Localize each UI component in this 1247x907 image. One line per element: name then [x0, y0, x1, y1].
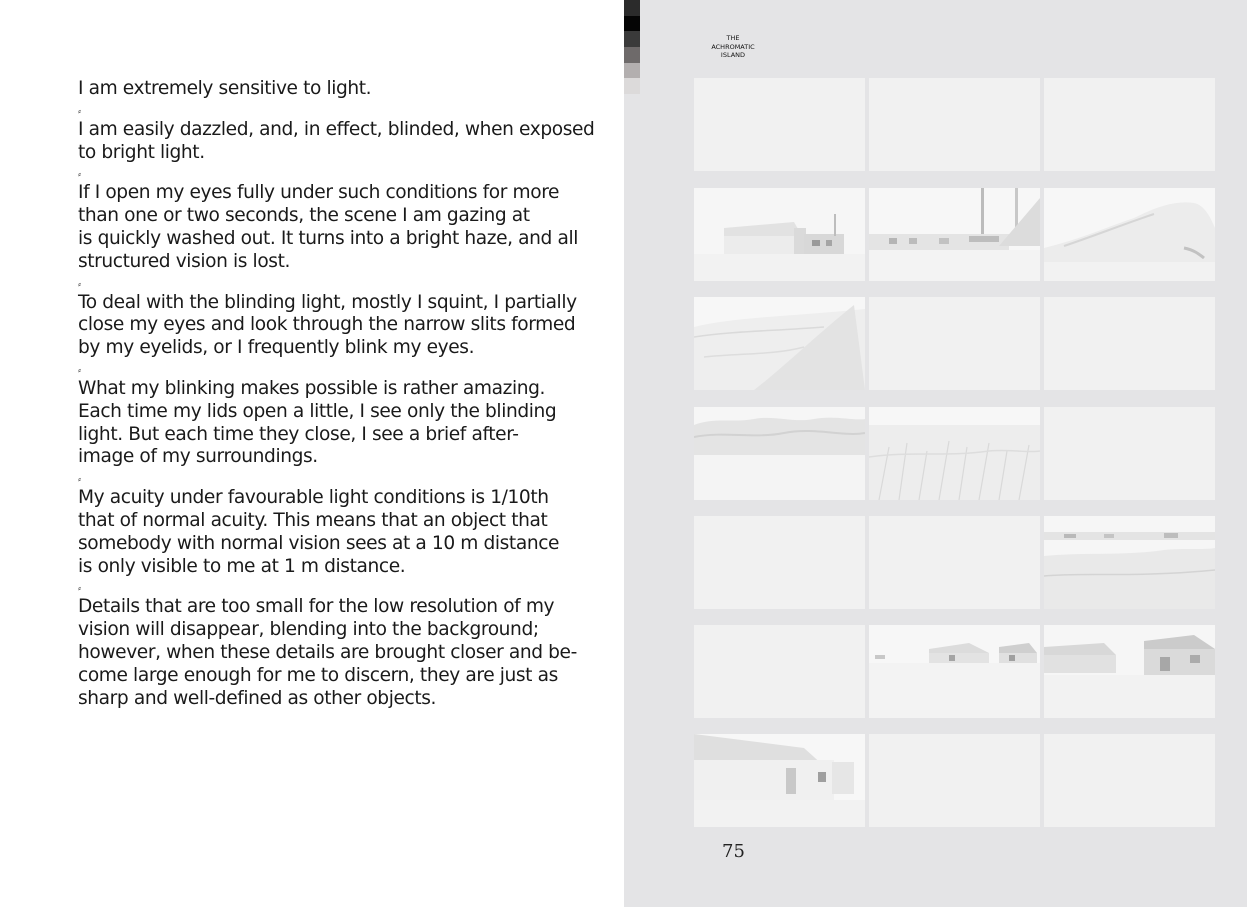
- blank-tile: [869, 734, 1040, 827]
- blank-tile: [1044, 297, 1215, 390]
- photo-tile-white-shed: [694, 734, 865, 827]
- paragraph: [78, 292, 578, 360]
- paragraph: [78, 487, 578, 578]
- grayscale-swatch: [624, 78, 640, 94]
- paragraph-line: close my eyes and look through the narrow slits formed: [78, 314, 576, 336]
- paragraph: [78, 118, 595, 165]
- photo-tile-barn-houses: [1044, 625, 1215, 718]
- paragraph-line: If I open my eyes fully under such conditions for more: [78, 182, 560, 204]
- paragraph-divider: ⸗: [78, 170, 81, 181]
- paragraph-line: I am extremely sensitive to light.: [78, 78, 372, 99]
- paragraph: [78, 596, 578, 710]
- photo-tile-dune-slope: [694, 297, 865, 390]
- paragraph-line: My acuity under favourable light conditions is 1/10th: [78, 487, 549, 509]
- right-page: [624, 0, 1247, 907]
- paragraph-line: sharp and well-defined as other objects.: [78, 687, 437, 709]
- grayscale-swatch-bar: [624, 0, 640, 94]
- paragraph-divider: ⸗: [78, 279, 81, 290]
- blank-tile: [869, 297, 1040, 390]
- grayscale-swatch: [624, 47, 640, 63]
- paragraph-divider: ⸗: [78, 106, 81, 117]
- blank-tile: [694, 625, 865, 718]
- photo-white-shed: [694, 734, 865, 827]
- paragraph-line: To deal with the blinding light, mostly I squint, I partially: [78, 291, 577, 313]
- grayscale-swatch: [624, 16, 640, 32]
- paragraph-line: vision will disappear, blending into the background;: [78, 619, 539, 641]
- paragraph-line: is only visible to me at 1 m distance.: [78, 555, 406, 577]
- paragraph-line: however, when these details are brought closer and be-: [78, 641, 577, 663]
- blank-tile: [694, 516, 865, 609]
- grayscale-swatch: [624, 63, 640, 79]
- paragraph-line: by my eyelids, or I frequently blink my eyes.: [78, 337, 475, 359]
- blank-tile: [694, 78, 865, 171]
- text-column: [78, 78, 595, 715]
- book-title-line: ACHROMATIC: [711, 42, 755, 51]
- blank-tile: [1044, 734, 1215, 827]
- photo-sand-dune: [1044, 188, 1215, 281]
- paragraph-line: is quickly washed out. It turns into a bright haze, and all: [78, 227, 578, 249]
- paragraph: [78, 78, 578, 101]
- photo-coastal-field: [1044, 516, 1215, 609]
- photo-tile-shrubs: [694, 407, 865, 500]
- book-title-line: THE: [726, 34, 740, 42]
- photo-dune-slope: [694, 297, 865, 390]
- paragraph-line: light. But each time they close, I see a brief after-: [78, 423, 519, 445]
- paragraph-line: What my blinking makes possible is rather amazing.: [78, 377, 546, 399]
- paragraph-line: I am easily dazzled, and, in effect, blinded, when exposed: [78, 118, 595, 140]
- photo-tile-village-houses: [869, 625, 1040, 718]
- photo-tile-tall-grass: [869, 407, 1040, 500]
- blank-tile: [1044, 78, 1215, 171]
- paragraph-line: than one or two seconds, the scene I am gazing at: [78, 205, 530, 227]
- photo-shrubs: [694, 407, 865, 500]
- photo-tile-factory-chimneys: [869, 188, 1040, 281]
- paragraph-line: Each time my lids open a little, I see only the blinding: [78, 400, 557, 422]
- paragraph-line: to bright light.: [78, 141, 205, 163]
- paragraph: [78, 182, 578, 273]
- book-title-line: ISLAND: [720, 51, 746, 59]
- paragraph: [78, 378, 578, 469]
- paragraph-line: somebody with normal vision sees at a 10 m distance: [78, 532, 560, 554]
- paragraph-line: come large enough for me to discern, they are just as: [78, 664, 558, 686]
- grayscale-swatch: [624, 31, 640, 47]
- photo-barn-houses: [1044, 625, 1215, 718]
- blank-tile: [1044, 407, 1215, 500]
- photo-tile-farm-buildings: [694, 188, 865, 281]
- paragraph-divider: ⸗: [78, 365, 81, 376]
- book-title: [704, 34, 762, 60]
- photo-village-houses: [869, 625, 1040, 718]
- paragraph-line: Details that are too small for the low resolution of my: [78, 596, 555, 618]
- paragraph-line: image of my surroundings.: [78, 446, 318, 468]
- photo-tall-grass: [869, 407, 1040, 500]
- photo-tile-coastal-field: [1044, 516, 1215, 609]
- page-number: 75: [722, 841, 745, 862]
- photo-factory-chimneys: [869, 188, 1040, 281]
- blank-tile: [869, 78, 1040, 171]
- blank-tile: [869, 516, 1040, 609]
- photo-tile-sand-dune: [1044, 188, 1215, 281]
- paragraph-divider: ⸗: [78, 475, 81, 486]
- paragraph-divider: ⸗: [78, 584, 81, 595]
- photo-farm-buildings: [694, 188, 865, 281]
- paragraph-line: that of normal acuity. This means that an object that: [78, 509, 548, 531]
- paragraph-line: structured vision is lost.: [78, 250, 290, 272]
- grayscale-swatch: [624, 0, 640, 16]
